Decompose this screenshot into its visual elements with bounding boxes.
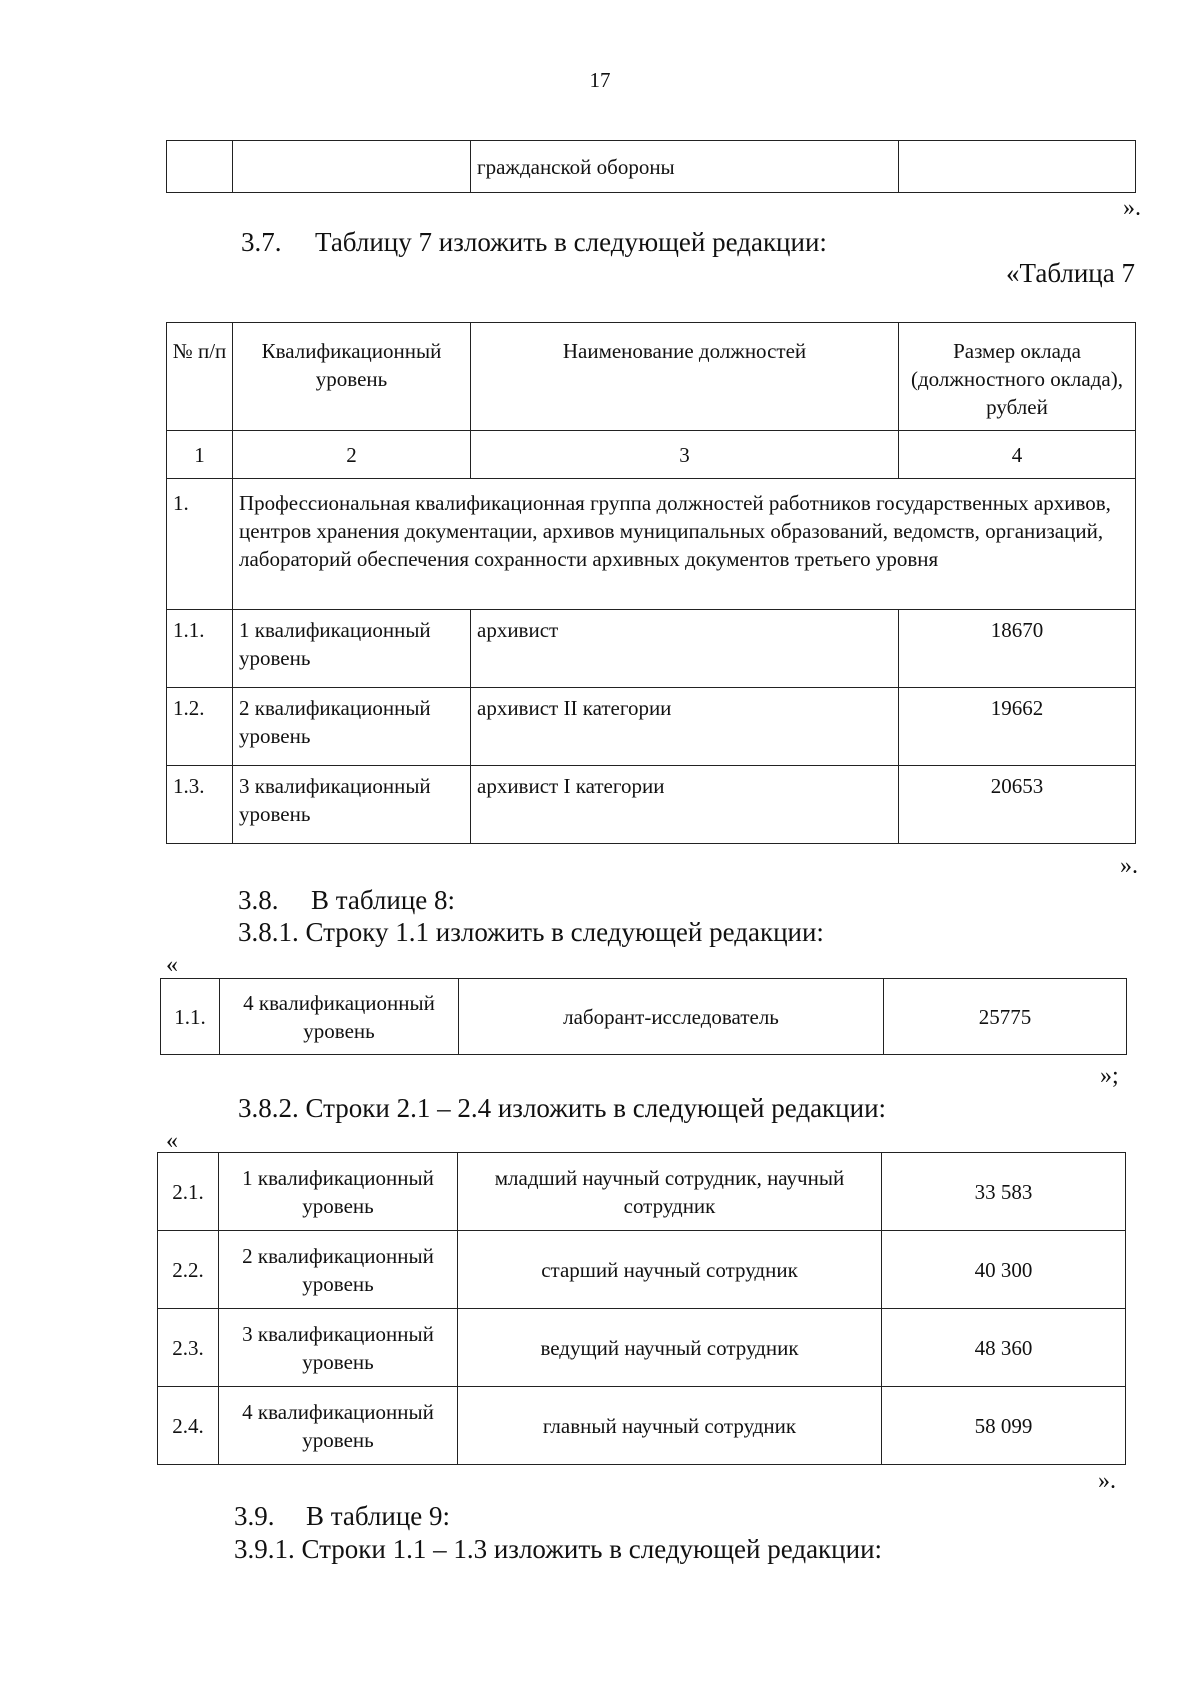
salary-value: 58 099 bbox=[882, 1387, 1126, 1465]
closing-quote: ». bbox=[1098, 1468, 1116, 1494]
header-cell: Наименование должностей bbox=[471, 323, 899, 431]
qualification-level: 3 квалификационный уровень bbox=[219, 1309, 458, 1387]
salary-value: 20653 bbox=[899, 766, 1136, 844]
row-number: 2.2. bbox=[158, 1231, 219, 1309]
column-number-row bbox=[167, 431, 1136, 479]
table-row bbox=[167, 766, 1136, 844]
group-number: 1. bbox=[167, 479, 233, 610]
qualification-level: 2 квалификационный уровень bbox=[219, 1231, 458, 1309]
paragraph-3-7-number: 3.7. bbox=[241, 227, 282, 257]
column-number: 2 bbox=[233, 431, 471, 479]
paragraph-3-9-text: В таблице 9: bbox=[306, 1501, 451, 1531]
row-number: 1.1. bbox=[167, 610, 233, 688]
header-cell: Квалификационный уровень bbox=[233, 323, 471, 431]
position-name: архивист II категории bbox=[471, 688, 899, 766]
position-name: главный научный сотрудник bbox=[458, 1387, 882, 1465]
position-name: архивист I категории bbox=[471, 766, 899, 844]
group-title: Профессиональная квалификационная группа должностей работников государственных архивов, центров хранения документации, архивов муниципальных образований, ведомств, организаций, лабораторий обеспечения сохранности архивных документов третьего уровня bbox=[233, 479, 1136, 610]
top-table-fragment bbox=[166, 140, 1136, 193]
qualification-level: 1 квалификационный уровень bbox=[219, 1153, 458, 1231]
qualification-level: 4 квалификационный уровень bbox=[219, 1387, 458, 1465]
column-number: 3 bbox=[471, 431, 899, 479]
paragraph-3-8-number: 3.8. bbox=[238, 885, 279, 915]
table-8-rows-2 bbox=[157, 1152, 1126, 1465]
qualification-level: 3 квалификационный уровень bbox=[233, 766, 471, 844]
row-number: 2.1. bbox=[158, 1153, 219, 1231]
row-number: 1.1. bbox=[161, 979, 220, 1055]
header-cell: Размер оклада (должностного оклада), рублей bbox=[899, 323, 1136, 431]
paragraph-3-9-number: 3.9. bbox=[234, 1501, 275, 1531]
column-number: 1 bbox=[167, 431, 233, 479]
table-cell bbox=[233, 141, 471, 193]
opening-quote: « bbox=[166, 952, 178, 978]
header-cell: № п/п bbox=[167, 323, 233, 431]
closing-quote: »; bbox=[1100, 1063, 1119, 1089]
table-header-row bbox=[167, 323, 1136, 431]
table-cell bbox=[167, 141, 233, 193]
salary-value: 25775 bbox=[884, 979, 1127, 1055]
table-row bbox=[158, 1387, 1126, 1465]
qualification-level: 4 квалификационный уровень bbox=[220, 979, 459, 1055]
paragraph-3-8-text: В таблице 8: bbox=[311, 885, 456, 915]
table-row bbox=[158, 1153, 1126, 1231]
salary-value: 33 583 bbox=[882, 1153, 1126, 1231]
table-row bbox=[161, 979, 1127, 1055]
position-name: архивист bbox=[471, 610, 899, 688]
salary-value: 48 360 bbox=[882, 1309, 1126, 1387]
salary-value: 19662 bbox=[899, 688, 1136, 766]
table-row bbox=[167, 610, 1136, 688]
row-number: 2.4. bbox=[158, 1387, 219, 1465]
position-name: ведущий научный сотрудник bbox=[458, 1309, 882, 1387]
row-number: 1.3. bbox=[167, 766, 233, 844]
table-row bbox=[158, 1309, 1126, 1387]
position-name: лаборант-исследователь bbox=[459, 979, 884, 1055]
qualification-level: 1 квалификационный уровень bbox=[233, 610, 471, 688]
salary-value: 40 300 bbox=[882, 1231, 1126, 1309]
paragraph-3-7-text: Таблицу 7 изложить в следующей редакции: bbox=[315, 227, 827, 257]
table-cell bbox=[899, 141, 1136, 193]
position-name: старший научный сотрудник bbox=[458, 1231, 882, 1309]
column-number: 4 bbox=[899, 431, 1136, 479]
paragraph-3-8-2: 3.8.2. Строки 2.1 – 2.4 изложить в следующей редакции: bbox=[238, 1093, 887, 1123]
closing-quote: ». bbox=[1123, 195, 1141, 221]
group-row bbox=[167, 479, 1136, 610]
paragraph-3-9-1: 3.9.1. Строки 1.1 – 1.3 изложить в следующей редакции: bbox=[234, 1534, 883, 1564]
closing-quote: ». bbox=[1120, 853, 1138, 879]
qualification-level: 2 квалификационный уровень bbox=[233, 688, 471, 766]
table-row bbox=[158, 1231, 1126, 1309]
table-8-row-1-1 bbox=[160, 978, 1127, 1055]
salary-value: 18670 bbox=[899, 610, 1136, 688]
opening-quote: « bbox=[166, 1128, 178, 1154]
row-number: 1.2. bbox=[167, 688, 233, 766]
position-name: младший научный сотрудник, научный сотрудник bbox=[458, 1153, 882, 1231]
page-number: 17 bbox=[589, 68, 611, 92]
table-cell: гражданской обороны bbox=[471, 141, 899, 193]
table-7 bbox=[166, 322, 1136, 844]
table-caption: «Таблица 7 bbox=[1006, 258, 1135, 288]
table-row bbox=[167, 688, 1136, 766]
row-number: 2.3. bbox=[158, 1309, 219, 1387]
paragraph-3-8-1: 3.8.1. Строку 1.1 изложить в следующей редакции: bbox=[238, 917, 824, 947]
